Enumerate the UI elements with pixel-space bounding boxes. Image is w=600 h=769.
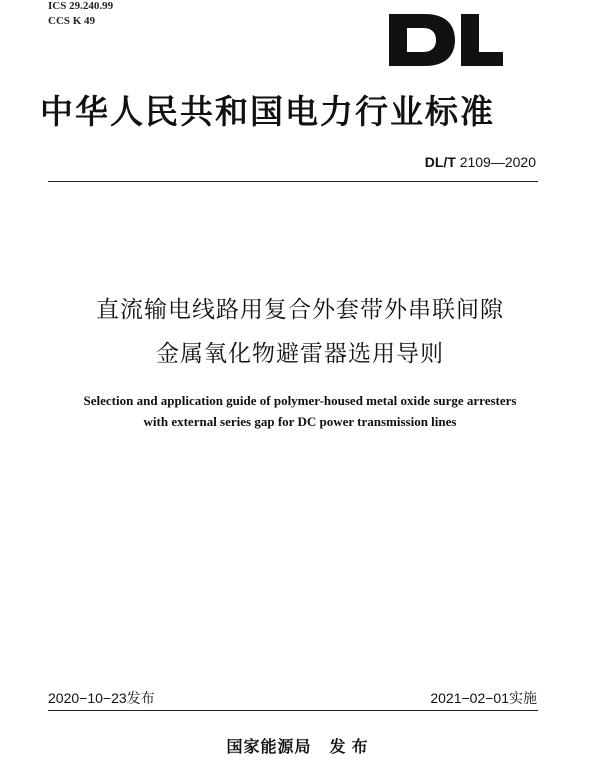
standard-number: [425, 154, 536, 170]
logo-letter-l: [461, 14, 503, 66]
logo-letter-d: [389, 14, 455, 66]
title-en-line1: Selection and application guide of polymer-housed metal oxide surge arresters: [83, 393, 517, 408]
issue-date: 2020−10−23发布: [48, 690, 155, 706]
publisher-name: 国家能源局: [226, 737, 312, 756]
dl-logo: [385, 12, 505, 68]
org-title: 中华人民共和国电力行业标准: [40, 92, 495, 131]
bottom-divider: [48, 710, 538, 711]
ccs-code: CCS K 49: [48, 15, 96, 27]
title-en-line2: with external series gap for DC power transmission lines: [143, 414, 457, 429]
implementation-date: 2021−02−01实施: [430, 690, 537, 706]
title-cn-line2: 金属氧化物避雷器选用导则: [156, 341, 444, 367]
standard-code: 2109—2020: [459, 154, 536, 170]
top-divider: [48, 181, 538, 182]
standard-prefix: DL/T: [424, 154, 456, 170]
ics-code: ICS 29.240.99: [48, 0, 114, 12]
publisher-suffix: 发布: [329, 737, 374, 756]
publisher-line: [0, 734, 600, 757]
title-cn-line1: 直流输电线路用复合外套带外串联间隙: [96, 297, 504, 323]
